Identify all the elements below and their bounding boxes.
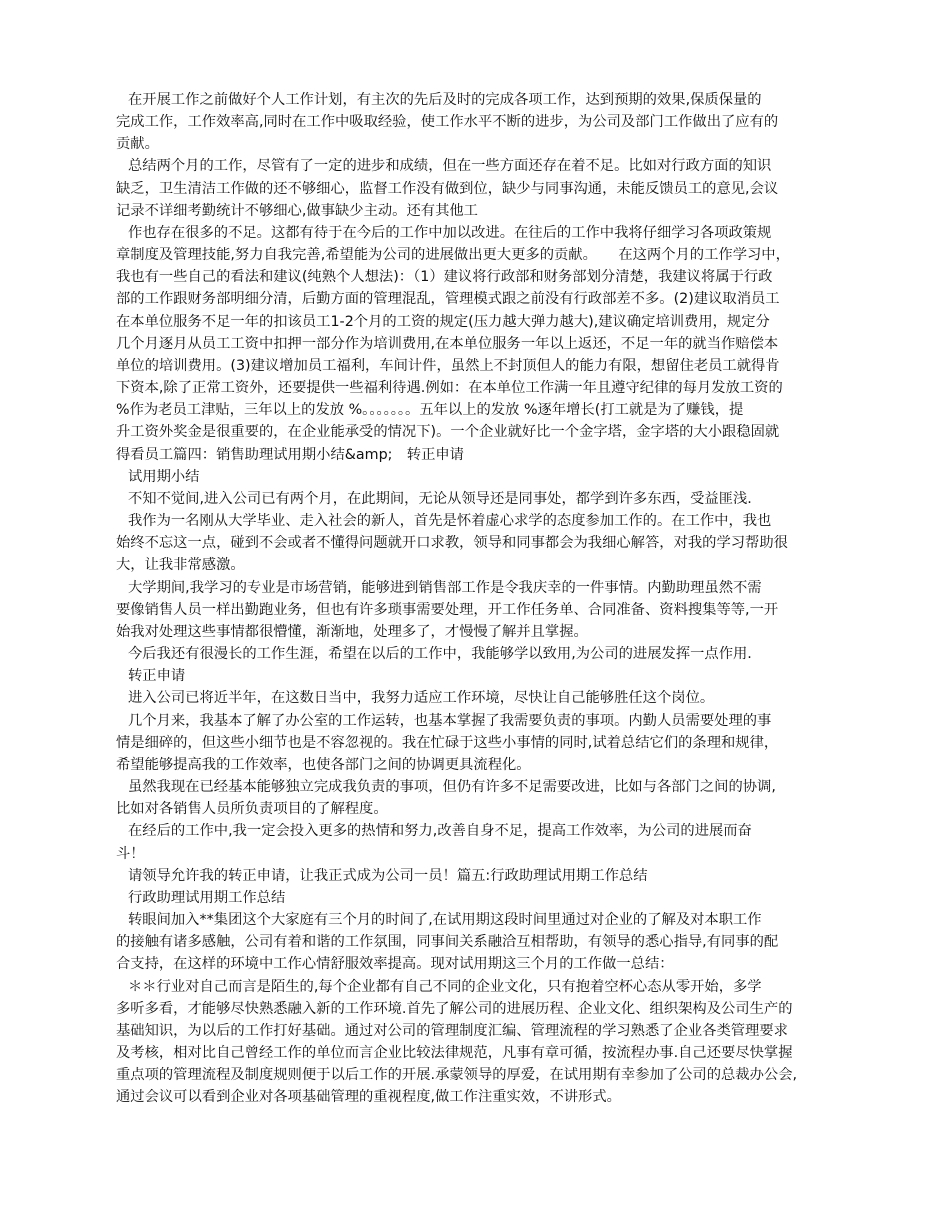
text-line: 在经后的工作中,我一定会投入更多的热情和努力,改善自身不足，提高工作效率，为公司的进展而奋 — [128, 823, 752, 839]
text-line: 通过会议可以看到企业对各项基础管理的重视程度,做工作注重实效，不讲形式。 — [116, 1089, 621, 1105]
text-line: 希望能够提高我的工作效率，也使各部门之间的协调更具流程化。 — [116, 757, 531, 773]
text-line: 缺乏，卫生清洁工作做的还不够细心，监督工作没有做到位，缺少与同事沟通，未能反馈员工的意见,会议 — [116, 181, 779, 197]
section-heading: 试用期小结 — [128, 469, 200, 485]
text-line: 贡献。 — [116, 136, 159, 152]
text-line: 始终不忘这一点，碰到不会或者不懂得问题就开口求教，领导和同事都会为我细心解答，对我的学习帮助很 — [116, 535, 788, 551]
text-line: 作也存在很多的不足。这都有待于在今后的工作中加以改进。在往后的工作中我将仔细学习各项政策规 — [128, 225, 772, 241]
text-line: 完成工作，工作效率高,同时在工作中吸取经验，使工作水平不断的进步，为公司及部门工作做出了应有的 — [116, 114, 779, 130]
text-line: 大，让我非常感激。 — [116, 557, 245, 573]
text-line: 请领导允许我的转正申请，让我正式成为公司一员！篇五:行政助理试用期工作总结 — [128, 868, 648, 884]
text-line: 总结两个月的工作，尽管有了一定的进步和成绩，但在一些方面还存在着不足。比如对行政方面的知识 — [128, 158, 772, 174]
text-line: 基础知识，为以后的工作打好基础。通过对公司的管理制度汇编、管理流程的学习熟悉了企业各类管理要求 — [116, 1023, 788, 1039]
text-line: 不知不觉间,进入公司已有两个月，在此期间，无论从领导还是同事处，都学到许多东西，受益匪浅. — [128, 491, 752, 507]
text-line: 在本单位服务不足一年的扣该员工1-2个月的工资的规定(压力越大弹力越大),建议确定培训费用，规定分 — [116, 314, 770, 330]
text-line: 在开展工作之前做好个人工作计划，有主次的先后及时的完成各项工作，达到预期的效果,保质保量的 — [128, 92, 762, 108]
text-line: 升工资外奖金是很重要的，在企业能承受的情况下)。一个企业就好比一个金字塔，金字塔的大小跟稳固就 — [116, 424, 780, 440]
text-line: 转眼间加入**集团这个大家庭有三个月的时间了,在试用期这段时间里通过对企业的了解及对本职工作 — [128, 912, 762, 928]
text-line: 今后我还有很漫长的工作生涯，希望在以后的工作中，我能够学以致用,为公司的进展发挥一点作用. — [128, 646, 752, 662]
text-line: ＊＊行业对自己而言是陌生的,每个企业都有自己不同的企业文化，只有抱着空杯心态从零开始，多学 — [128, 979, 762, 995]
text-line: 虽然我现在已经基本能够独立完成我负责的事项，但仍有许多不足需要改进，比如与各部门之间的协调, — [128, 779, 776, 795]
text-line: 章制度及管理技能,努力自我完善,希望能为公司的进展做出更大更多的贡献。 在这两个月的工作学习中， — [116, 247, 790, 263]
text-line: 进入公司已将近半年，在这数日当中，我努力适应工作环境，尽快让自己能够胜任这个岗位。 — [128, 690, 715, 706]
text-line: 我也有一些自己的看法和建议(纯熟个人想法)：（1）建议将行政部和财务部划分清楚，我建议将属于行政 — [116, 269, 773, 285]
text-line: 斗！ — [116, 846, 145, 862]
text-line: 记录不详细考勤统计不够细心,做事缺少主动。还有其他工 — [116, 203, 478, 219]
text-line: 单位的培训费用。(3)建议增加员工福利，车间计件，虽然上不封顶但人的能力有限，想留住老员工就得肯 — [116, 358, 780, 374]
text-line: 下资本,除了正常工资外，还要提供一些福利待遇.例如：在本单位工作满一年且遵守纪律的每月发放工资的 — [116, 380, 783, 396]
text-line: %作为老员工津贴，三年以上的发放 %。。。。。。。五年以上的发放 %逐年增长(打工就是为了赚钱，提 — [116, 402, 744, 418]
text-line: 几个月逐月从员工工资中扣押一部分作为培训费用,在本单位服务一年以上返还，不足一年的就当作赔偿本 — [116, 336, 779, 352]
text-line: 我作为一名刚从大学毕业、走入社会的新人，首先是怀着虚心求学的态度参加工作的。在工作中，我也 — [128, 513, 772, 529]
text-line: 多听多看，才能够尽快熟悉融入新的工作环境.首先了解公司的进展历程、企业文化、组织架构及公司生产的 — [116, 1001, 793, 1017]
text-line: 合支持，在这样的环境中工作心情舒服效率提高。现对试用期这三个月的工作做一总结： — [116, 956, 674, 972]
text-line: 情是细碎的，但这些小细节也是不容忽视的。我在忙碌于这些小事情的同时,试着总结它们的条理和规律， — [116, 735, 779, 751]
text-line: 比如对各销售人员所负责项目的了解程度。 — [116, 801, 388, 817]
text-line: 得看员工篇四：销售助理试用期小结&amp; 转正申请 — [116, 447, 464, 463]
text-line: 重点项的管理流程及制度规则便于以后工作的开展.承蒙领导的厚爱，在试用期有幸参加了公司的总裁办公会, — [116, 1067, 798, 1083]
section-heading: 转正申请 — [128, 668, 186, 684]
text-line: 及考核，相对比自己曾经工作的单位而言企业比较法律规范，凡事有章可循，按流程办事.自己还要尽快掌握 — [116, 1045, 793, 1061]
text-line: 几个月来，我基本了解了办公室的工作运转，也基本掌握了我需要负责的事项。内勤人员需要处理的事 — [128, 713, 772, 729]
text-line: 大学期间,我学习的专业是市场营销，能够进到销售部工作是令我庆幸的一件事情。内勤助理虽然不需 — [128, 580, 762, 596]
text-line: 的接触有诸多感触，公司有着和谐的工作氛围，同事间关系融洽互相帮助，有领导的悉心指导,有同事的配 — [116, 934, 779, 950]
text-line: 部的工作跟财务部明细分清，后勤方面的管理混乱，管理模式跟之前没有行政部差不多。(2)建议取消员工 — [116, 291, 780, 307]
section-heading: 行政助理试用期工作总结 — [128, 890, 286, 906]
text-line: 始我对处理这些事情都很懵懂，渐渐地，处理多了，才慢慢了解并且掌握。 — [116, 624, 588, 640]
text-line: 要像销售人员一样出勤跑业务，但也有许多琐事需要处理，开工作任务单、合同准备、资料搜集等等,一开 — [116, 602, 779, 618]
